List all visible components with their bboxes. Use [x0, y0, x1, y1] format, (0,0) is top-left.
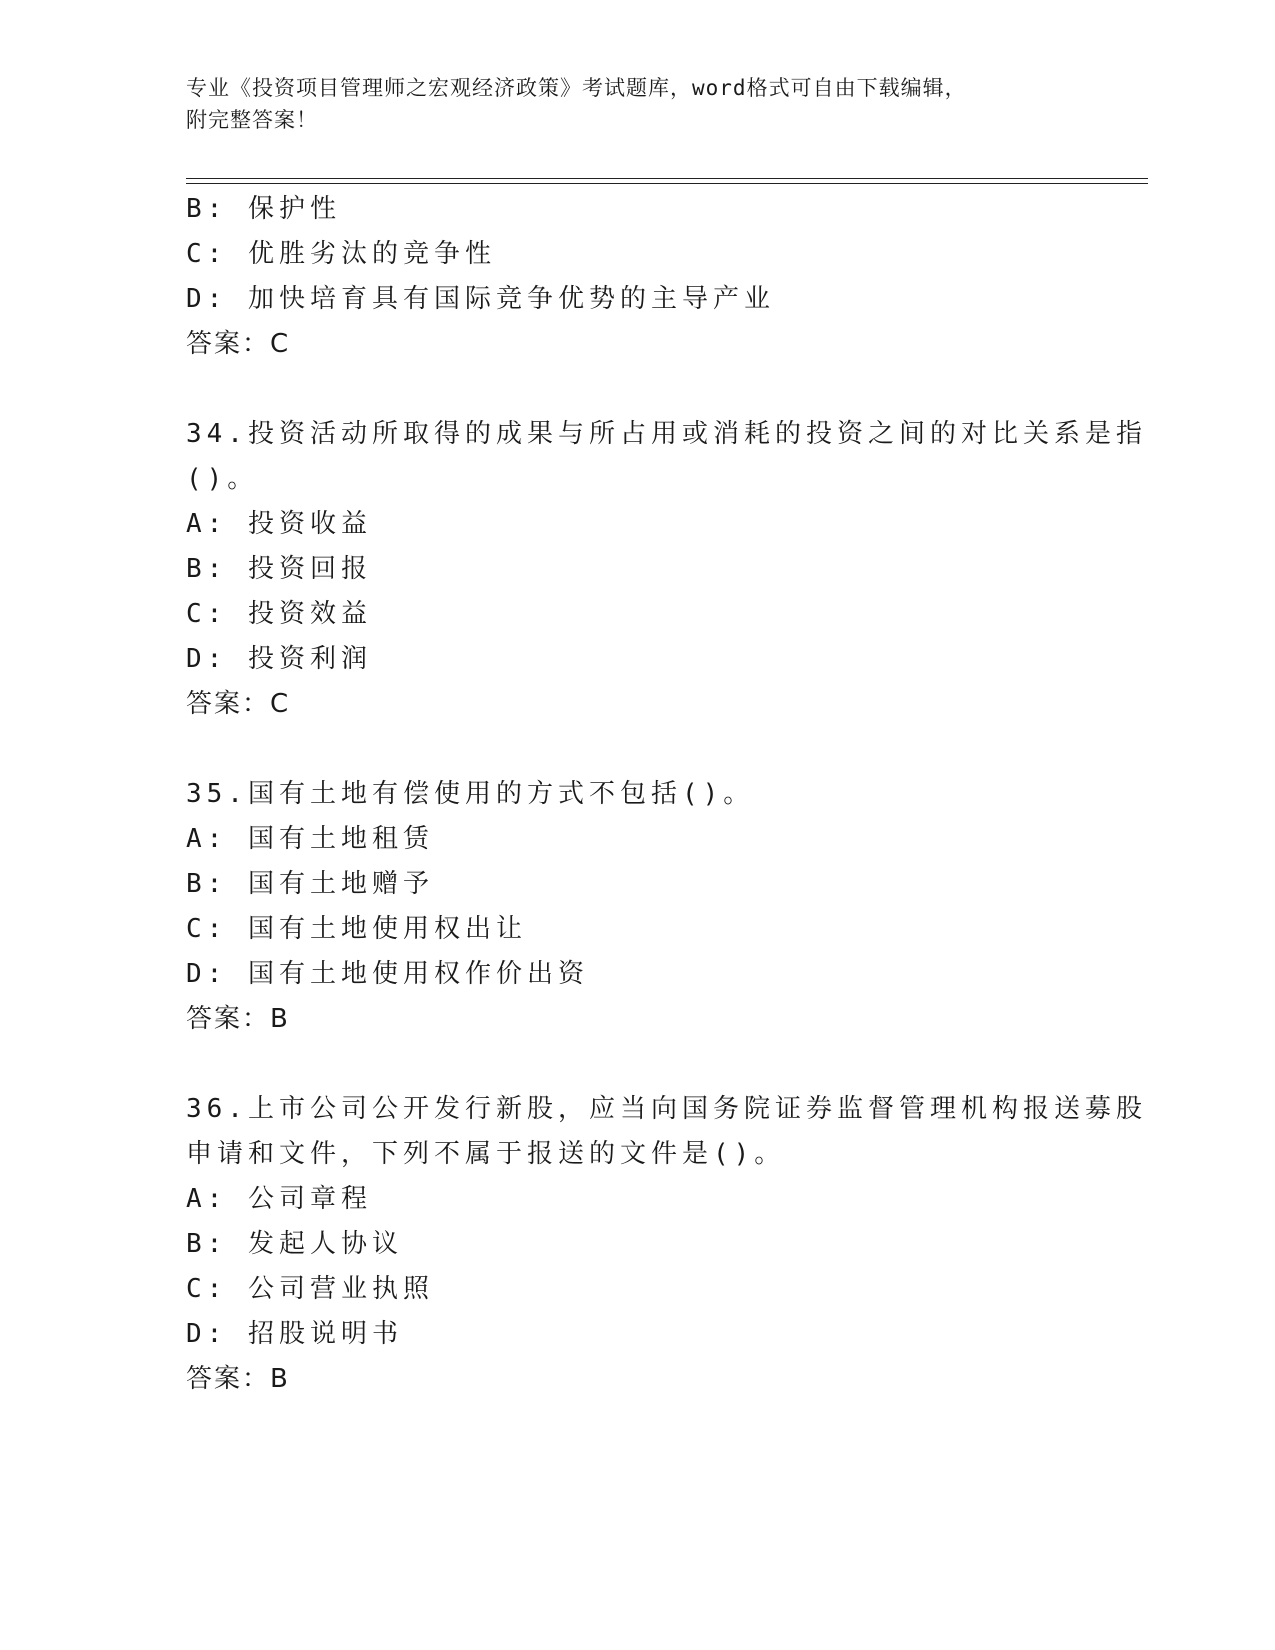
document-header — [186, 72, 1086, 136]
q35-stem-line-1: 35.国有土地有偿使用的方式不包括()。 — [186, 779, 755, 809]
q34-option-b: B: 投资回报 — [186, 554, 372, 584]
header-divider-bottom — [186, 183, 1148, 184]
q36-option-c: C: 公司营业执照 — [186, 1274, 434, 1304]
q36-answer: 答案：B — [186, 1364, 290, 1394]
q35-option-b: B: 国有土地赠予 — [186, 869, 434, 899]
q33-option-d: D: 加快培育具有国际竞争优势的主导产业 — [186, 284, 775, 314]
q34-answer: 答案：C — [186, 689, 291, 719]
q36-option-b: B: 发起人协议 — [186, 1229, 403, 1259]
q35-option-c: C: 国有土地使用权出让 — [186, 914, 527, 944]
q35-option-d: D: 国有土地使用权作价出资 — [186, 959, 589, 989]
q35-answer: 答案：B — [186, 1004, 290, 1034]
q34-option-d: D: 投资利润 — [186, 644, 372, 674]
q36-option-a: A: 公司章程 — [186, 1184, 372, 1214]
q35-option-a: A: 国有土地租赁 — [186, 824, 434, 854]
q36-stem-line-1: 36.上市公司公开发行新股，应当向国务院证券监督管理机构报送募股 — [186, 1094, 1147, 1124]
q33-option-c: C: 优胜劣汰的竞争性 — [186, 239, 496, 269]
q34-stem-line-1: 34.投资活动所取得的成果与所占用或消耗的投资之间的对比关系是指 — [186, 419, 1147, 449]
q36-option-d: D: 招股说明书 — [186, 1319, 403, 1349]
header-divider-top — [186, 178, 1148, 179]
q34-option-a: A: 投资收益 — [186, 509, 372, 539]
header-line-2: 附完整答案！ — [186, 108, 318, 132]
q36-stem-line-2: 申请和文件，下列不属于报送的文件是()。 — [186, 1139, 786, 1169]
q34-stem-line-2: ()。 — [186, 464, 259, 494]
q33-option-b: B: 保护性 — [186, 194, 341, 224]
q33-answer: 答案：C — [186, 329, 291, 359]
q34-option-c: C: 投资效益 — [186, 599, 372, 629]
header-line-1: 专业《投资项目管理师之宏观经济政策》考试题库，word格式可自由下载编辑， — [186, 76, 967, 100]
